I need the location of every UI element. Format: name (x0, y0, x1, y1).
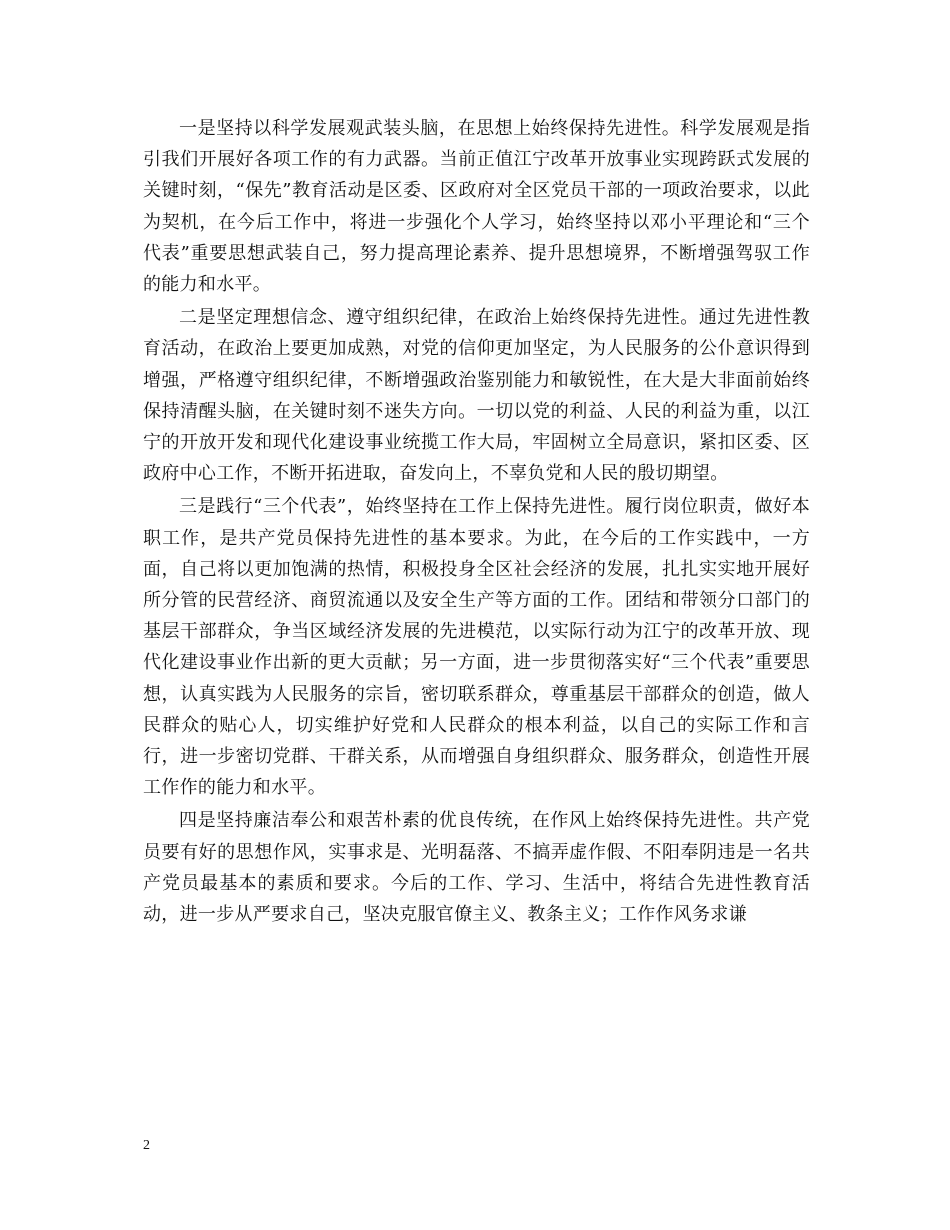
page-number: 2 (143, 1138, 150, 1153)
document-body (143, 113, 810, 932)
paragraph-1: 一是坚持以科学发展观武装头脑，在思想上始终保持先进性。科学发展观是指引我们开展好各项工作的有力武器。当前正值江宁改革开放事业实现跨跃式发展的关键时刻，“保先”教育活动是区委、区政府对全区党员干部的一项政治要求，以此为契机，在今后工作中，将进一步强化个人学习，始终坚持以邓小平理论和“三个代表”重要思想武装自己，努力提高理论素养、提升思想境界，不断增强驾驭工作的能力和水平。 (143, 118, 810, 296)
paragraph-3: 三是践行“三个代表”，始终坚持在工作上保持先进性。履行岗位职责，做好本职工作，是共产党员保持先进性的基本要求。为此，在今后的工作实践中，一方面，自己将以更加饱满的热情，积极投身全区社会经济的发展，扎扎实实地开展好所分管的民营经济、商贸流通以及安全生产等方面的工作。团结和带领分口部门的基层干部群众，争当区域经济发展的先进模范，以实际行动为江宁的改革开放、现代化建设事业作出新的更大贡献；另一方面，进一步贯彻落实好“三个代表”重要思想，认真实践为人民服务的宗旨，密切联系群众，尊重基层干部群众的创造，做人民群众的贴心人，切实维护好党和人民群众的根本利益，以自己的实际工作和言行，进一步密切党群、干群关系，从而增强自身组织群众、服务群众，创造性开展工作作的能力和水平。 (143, 496, 810, 799)
paragraph-4: 四是坚持廉洁奉公和艰苦朴素的优良传统，在作风上始终保持先进性。共产党员要有好的思想作风，实事求是、光明磊落、不搞弄虚作假、不阳奉阴违是一名共产党员最基本的素质和要求。今后的工作、学习、生活中，将结合先进性教育活动，进一步从严要求自己，坚决克服官僚主义、教条主义；工作作风务求谦 (143, 810, 810, 926)
paragraph-2: 二是坚定理想信念、遵守组织纪律，在政治上始终保持先进性。通过先进性教育活动，在政治上要更加成熟，对党的信仰更加坚定，为人民服务的公仆意识得到增强，严格遵守组织纪律，不断增强政治鉴别能力和敏锐性，在大是大非面前始终保持清醒头脑，在关键时刻不迷失方向。一切以党的利益、人民的利益为重，以江宁的开放开发和现代化建设事业统揽工作大局，牢固树立全局意识，紧扣区委、区政府中心工作，不断开拓进取，奋发向上，不辜负党和人民的殷切期望。 (143, 307, 810, 485)
